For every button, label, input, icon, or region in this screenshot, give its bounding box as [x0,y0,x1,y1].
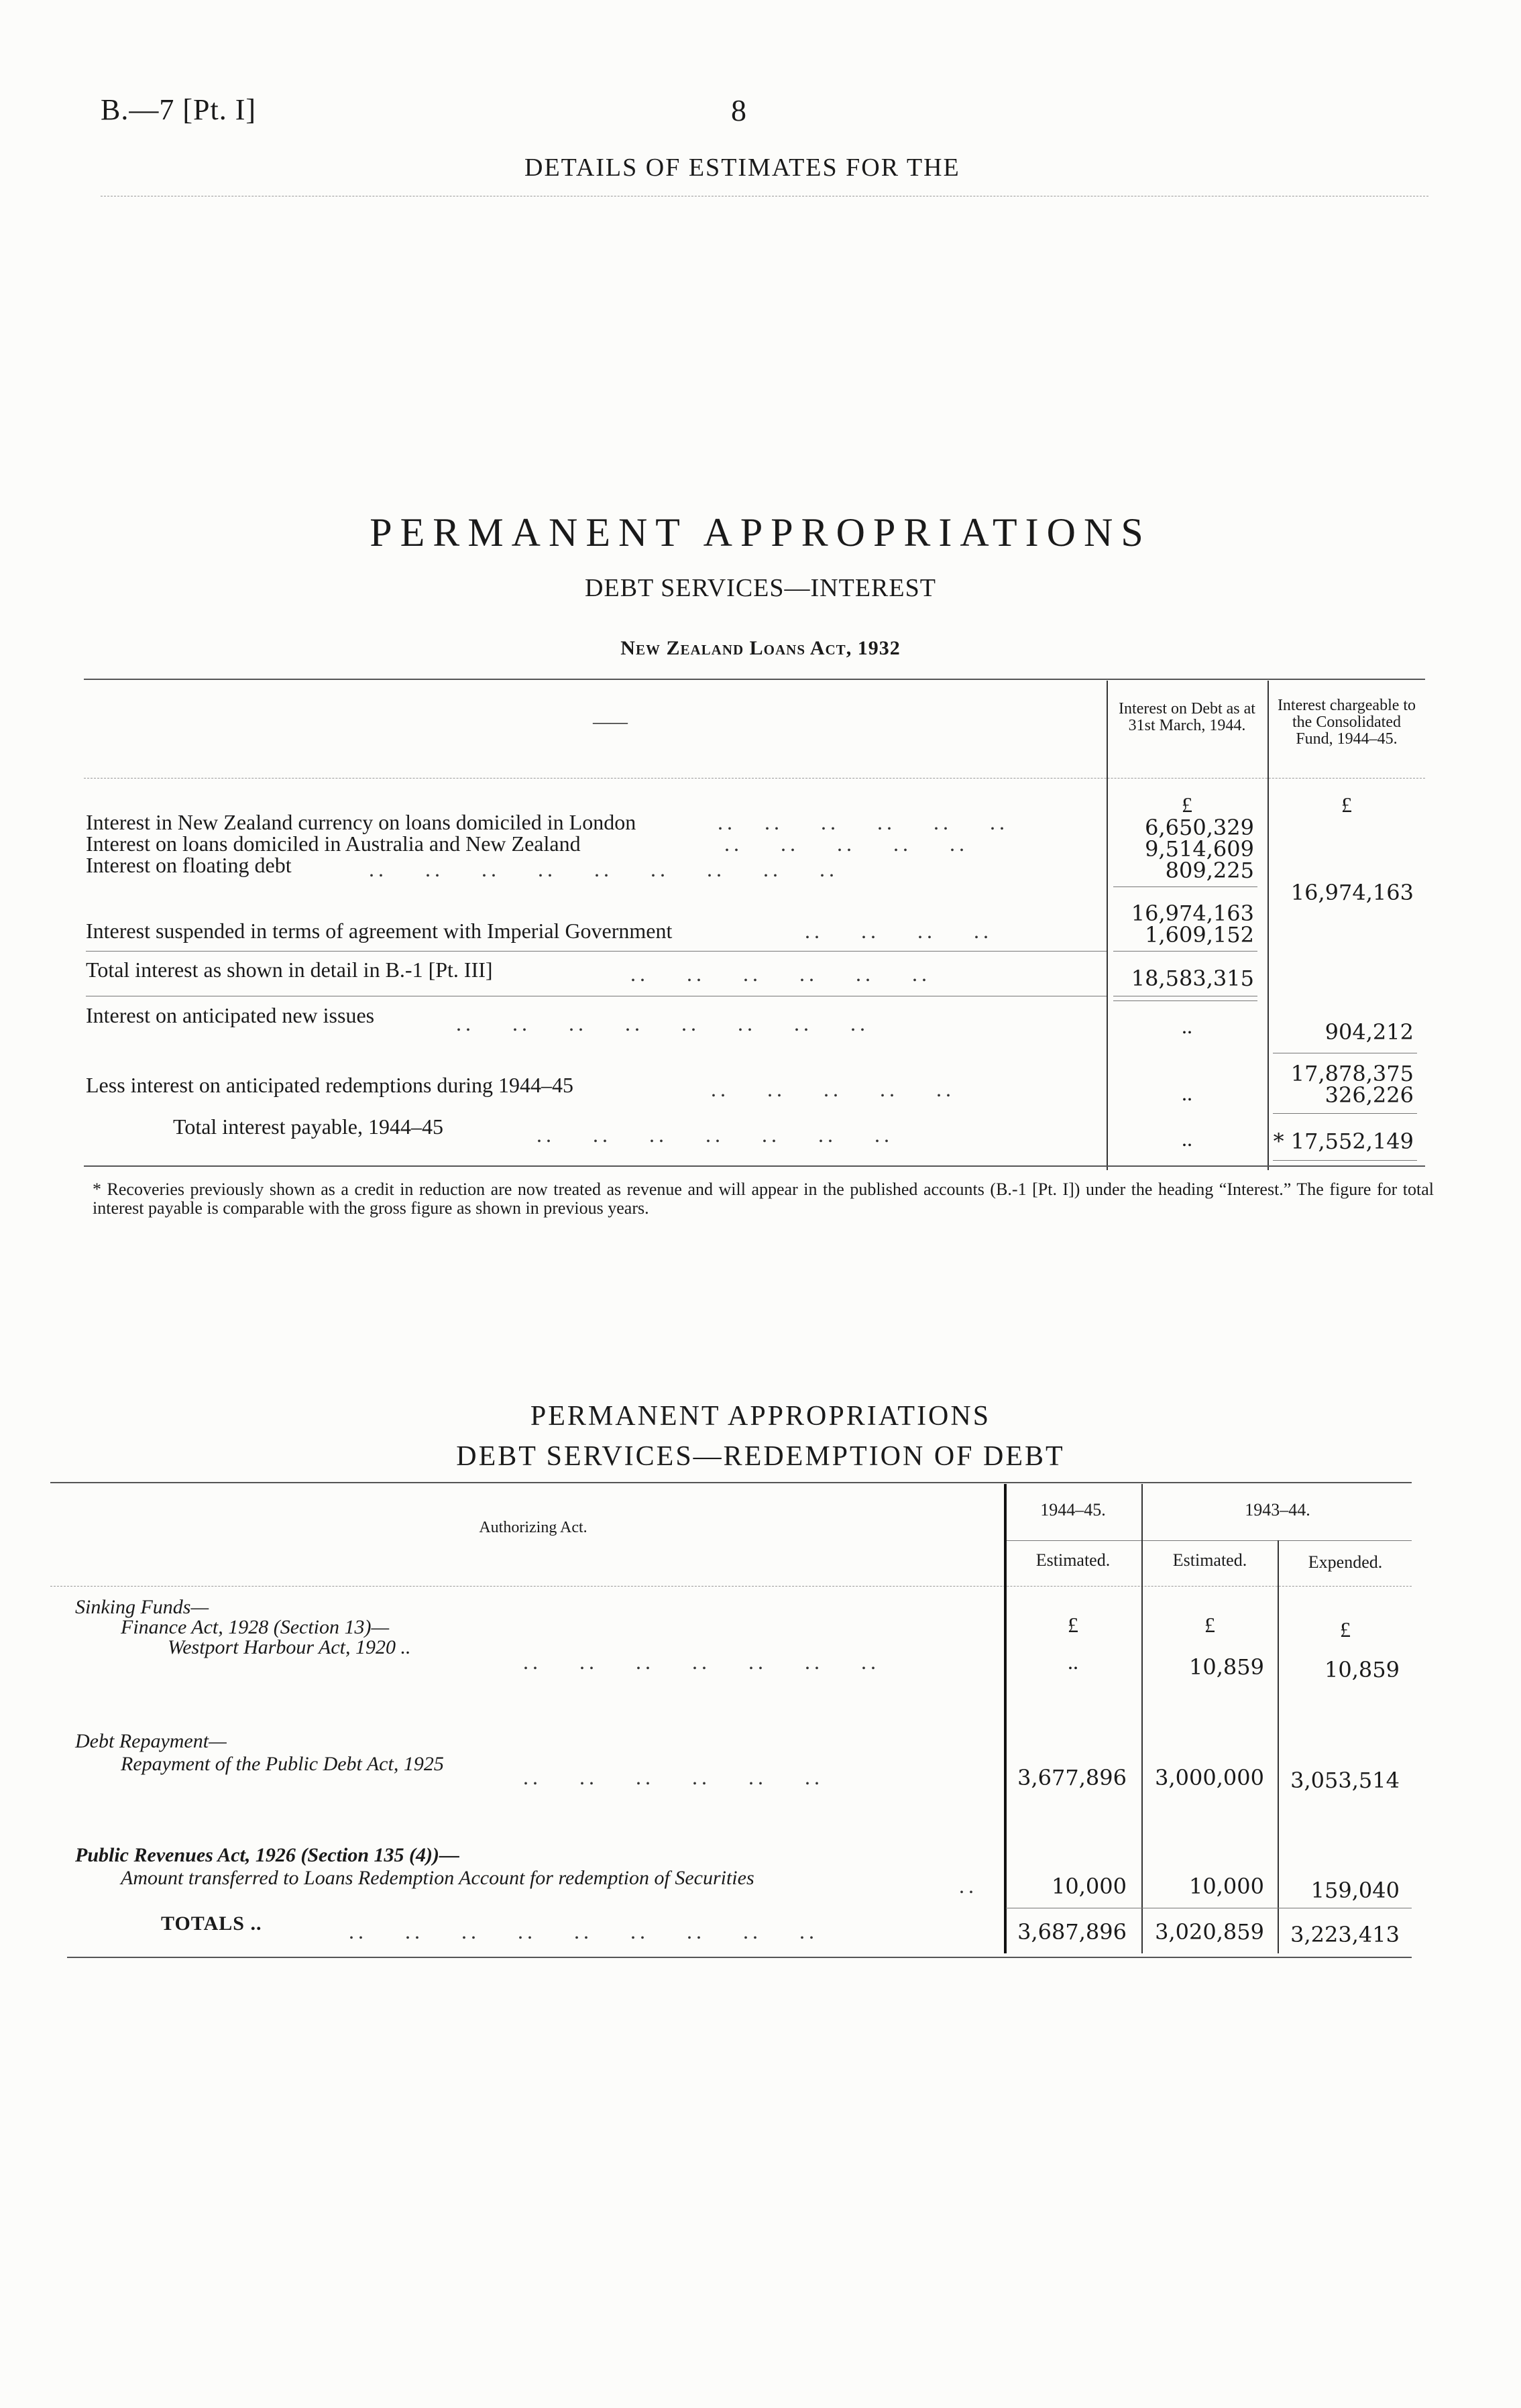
subtotal-rule [1113,886,1257,887]
leader-dots: .. .. .. .. .. .. .. .. [456,1011,869,1035]
table1-row-col1: 9,514,609 [1145,836,1254,862]
table1-row-label: Interest suspended in terms of agreement with Imperial Government [86,919,673,943]
group3-est2: 10,000 [1189,1874,1264,1899]
group2-est2: 3,000,000 [1155,1765,1264,1790]
footnote: * Recoveries previously shown as a credit in reduction are now treated as revenue and will appear in the published accounts (B.-1 [Pt. I]) under the heading “Interest.” The figure for total interest payable is comparable with the gross figure as shown in previous years. [93,1180,1434,1218]
table1-col-divider-2 [1268,681,1269,1170]
group-item: Amount transferred to Loans Redemption Account for redemption of Securities [121,1867,754,1889]
leader-dots: .. .. .. .. .. .. [630,962,931,986]
table1-row-col2: 16,974,163 [1290,880,1414,905]
table2-year2-header: 1943–44. [1245,1500,1310,1520]
row-rule [86,951,1107,952]
table2-top-rule [50,1482,1412,1483]
total-rule [1273,1113,1417,1114]
table1-row-label: Interest on loans domiciled in Australia and New Zealand [86,832,581,856]
table2-subheader-rule [1006,1540,1412,1541]
table1-row-col1: 16,974,163 [1131,901,1254,926]
table2-bottom-rule [67,1957,1412,1958]
section1-title: PERMANENT APPROPRIATIONS [370,510,1151,555]
table1-row-col1: 809,225 [1165,858,1254,883]
table2-year1-header: 1944–45. [1040,1500,1106,1520]
table1-top-rule [84,679,1425,680]
totals-est2: 3,020,859 [1155,1919,1264,1945]
table2-est1-header: Estimated. [1035,1550,1111,1570]
table1-header-rule [84,778,1425,779]
table1-row-col1: .. [1182,1014,1192,1038]
table1-row-col1: .. [1182,1081,1192,1105]
leader-dots: .. .. .. .. .. .. [718,810,1009,834]
leader-dots: .. .. .. .. .. .. .. [523,1650,880,1674]
leader-dots: .. [959,1874,978,1898]
table1-col-divider-1 [1107,681,1108,1170]
group3-est1: 10,000 [1052,1874,1127,1899]
table1-col1-header: Interest on Debt as at 31st March, 1944. [1119,700,1255,734]
group1-est2: 10,859 [1189,1654,1264,1680]
table1-col2-header: Interest chargeable to the Consolidated Fund, 1944–45. [1277,697,1416,748]
currency-symbol: £ [1340,1617,1351,1642]
group2-est1: 3,677,896 [1017,1765,1127,1790]
table2-col-divider-2 [1141,1484,1143,1953]
page-reference: B.—7 [Pt. I] [101,93,256,126]
table1-row-col2: 326,226 [1325,1082,1414,1108]
page-title: DETAILS OF ESTIMATES FOR THE [524,154,960,182]
section2-subtitle: DEBT SERVICES—REDEMPTION OF DEBT [456,1441,1065,1472]
leader-dots: .. .. .. .. .. [724,832,968,856]
group-heading: Public Revenues Act, 1926 (Section 135 (4))— [75,1844,459,1866]
table1-row-col1: 18,583,315 [1131,966,1254,991]
table1-row-col2: 904,212 [1325,1019,1414,1045]
leader-dots: .. .. .. .. .. [711,1077,955,1101]
page-number: 8 [731,93,746,127]
leader-dots: .. .. .. .. .. .. .. .. .. [349,1919,818,1943]
table2-est2-header: Estimated. [1172,1550,1247,1570]
group-subheading: Finance Act, 1928 (Section 13)— [121,1616,390,1638]
group1-exp: 10,859 [1325,1657,1400,1682]
group-item: Repayment of the Public Debt Act, 1925 [121,1753,444,1775]
group2-exp: 3,053,514 [1290,1768,1400,1793]
group1-est1: .. [1068,1650,1078,1674]
table1-row-label: Less interest on anticipated redemptions during 1944–45 [86,1073,573,1097]
leader-dots: .. .. .. .. .. .. [523,1765,824,1789]
leader-dots: .. .. .. .. [805,919,993,943]
totals-exp: 3,223,413 [1290,1922,1400,1947]
group3-exp: 159,040 [1310,1878,1400,1903]
leader-dots: .. .. .. .. .. .. .. .. .. [369,857,838,881]
table1-row-label: Interest on floating debt [86,853,292,877]
table1-row-label: Interest in New Zealand currency on loans domiciled in London [86,810,636,834]
table1-bottom-rule [84,1165,1425,1167]
section2-title: PERMANENT APPROPRIATIONS [530,1401,991,1432]
totals-est1: 3,687,896 [1017,1919,1127,1945]
table1-currency-2: £ [1341,793,1352,817]
table1-total-value: * 17,552,149 [1273,1129,1414,1154]
table1-row-label: Interest on anticipated new issues [86,1003,375,1027]
table2-act-header: Authorizing Act. [479,1519,587,1536]
table1-total-label: Total interest payable, 1944–45 [173,1114,443,1139]
section1-act: New Zealand Loans Act, 1932 [620,637,901,659]
leader-dots: .. .. .. .. .. .. .. [537,1123,893,1147]
group-item: Westport Harbour Act, 1920 .. [168,1636,411,1658]
total-double-rule [1273,1160,1417,1161]
currency-symbol: £ [1204,1613,1215,1637]
totals-label: TOTALS .. [161,1912,262,1935]
group-heading: Debt Repayment— [75,1730,227,1752]
table1-row-col1: .. [1182,1127,1192,1151]
table1-row-col1: 1,609,152 [1145,922,1254,948]
table1-row-label: Total interest as shown in detail in B.-1 [Pt. III] [86,958,493,982]
table1-currency-1: £ [1182,793,1192,817]
section1-subtitle: DEBT SERVICES—INTEREST [585,574,936,602]
currency-symbol: £ [1068,1613,1078,1637]
group-heading: Sinking Funds— [75,1596,209,1618]
table1-row-col2: 17,878,375 [1290,1061,1414,1086]
table2-exp-header: Expended. [1308,1552,1383,1572]
subtotal-rule [1113,951,1257,952]
table1-row-col1: 6,650,329 [1145,815,1254,840]
total-rule [1113,1000,1257,1001]
table2-header-rule [50,1586,1412,1587]
table1-blank-header: —— [593,712,628,732]
